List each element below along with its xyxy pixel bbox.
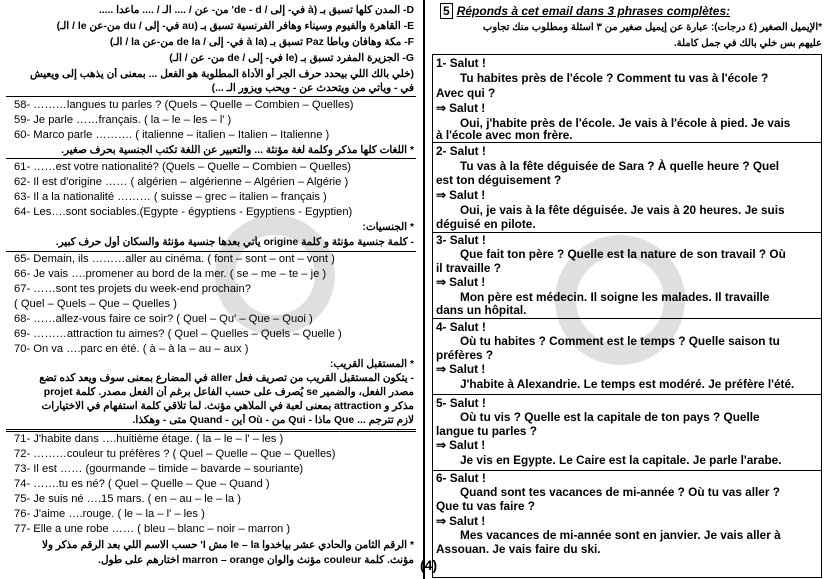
arabic-instruction: *الإيميل الصغير (٤ درجات): عبارة عن إيميل صغير من ٣ أسئلة ومطلوب منك تجاوب: [482, 22, 822, 33]
exercise-item: 63- Il a la nationalité ……… ( suisse – grec – italien – français ): [14, 191, 327, 203]
exercise-header: [440, 3, 822, 19]
email-label: 6- Salut !: [436, 471, 486, 485]
divider: [6, 96, 416, 97]
note-line: لازم تترجم ... Que ماذا - Qui من - Où أين - Quand متى - وهكذا.: [132, 415, 414, 426]
note-line: مؤنث. كلمة couleur مؤنث والوان marron – orange اختارهم على طول.: [98, 555, 414, 566]
page-number: (4): [420, 557, 438, 573]
exercise-item: 65- Demain, ils ………aller au cinéma. ( font – sont – ont – vont ): [14, 253, 335, 265]
email-question: langue tu parles ?: [436, 424, 537, 438]
exercise-item: 71- J'habite dans ….huitième étage. ( la – le – l' – les ): [14, 433, 284, 445]
email-answer: déguisé en pilote.: [436, 217, 536, 231]
left-column: [6, 0, 416, 579]
email-answer: Mon père est médecin. Il soigne les malades. Il travaille: [460, 290, 770, 304]
exercise-item: 77- Elle a une robe …… ( bleu – blanc – noir – marron ): [14, 523, 291, 535]
note-line: (خلي بالك اللي بيحدد حرف الجر أو الأداة المطلوبة هو الفعل ... بمعنى أن يذهب إلى ويعيش: [29, 69, 414, 80]
email-answer: J'habite à Alexandrie. Le temps est modéré. Je préfère l'été.: [460, 377, 795, 391]
exercise-title: Réponds à cet email dans 3 phrases complètes:: [456, 4, 731, 18]
email-answer: Je vis en Egypte. Le Caire est la capitale. Je parle l'arabe.: [460, 453, 782, 467]
note-line: D- المدن كلها تسبق بـ (à في- إلى / de - d' من- عن / .... الـ / .... ماعدا .....: [98, 5, 414, 16]
exercise-item: 58- ………langues tu parles ? (Quels – Quelle – Combien – Quelles): [14, 99, 354, 111]
note-line: * اللغات كلها مذكر وكلمة لغة مؤنثة ... والتعبير عن اللغة تكتب الجنسية بحرف صغير.: [61, 145, 414, 156]
exercise-item: 76- J'aime ….rouge. ( le – la – l' – les ): [14, 508, 205, 520]
reply-label: ⇒ Salut !: [436, 438, 486, 452]
exercise-item: 72- ………couleur tu préfères ? ( Quel – Quelle – Que – Quelles): [14, 448, 336, 460]
exercise-item: 62- Il est d'origine …… ( algérien – algérienne – Algérien – Algérie ): [14, 176, 349, 188]
email-answer: Mes vacances de mi-année sont en janvier. Je vais aller à: [460, 528, 781, 542]
email-question: Avec qui ?: [436, 86, 496, 100]
email-label: 2- Salut !: [436, 144, 486, 158]
email-label: 4- Salut !: [436, 320, 486, 334]
exercise-item: 59- Je parle ……français. ( la – le – les – l' ): [14, 114, 232, 126]
note-line: مصدر الفعل، والضمير se يُصرف على حسب الفاعل برغم أن الفعل مصدر. كلمة projet: [43, 387, 414, 398]
email-label: 1- Salut !: [436, 56, 486, 70]
reply-label: ⇒ Salut !: [436, 362, 486, 376]
arabic-instruction: عليهم بس خلي بالك في جمل كاملة.: [673, 38, 822, 49]
exercise-number: 5: [440, 3, 453, 19]
reply-label: ⇒ Salut !: [436, 275, 486, 289]
note-line: مذكر و attraction بمعنى لعبة في الملاهي مؤنث. لما تلاقي كلمة استفهام في الاختيارات: [41, 401, 414, 412]
exercise-item: 73- Il est …… (gourmande – timide – bavarde – souriante): [14, 463, 304, 475]
email-question: Que tu vas faire ?: [436, 499, 535, 513]
email-question: il travaille ?: [436, 261, 501, 275]
reply-label: ⇒ Salut !: [436, 101, 486, 115]
note-line: - يتكون المستقبل القريب من تصريف فعل aller في المضارع بمعنى سوف ويعد كده تضع: [39, 373, 414, 384]
email-answer: Oui, je vais à la fête déguisée. Je vais à 20 heures. Je suis: [460, 203, 785, 217]
divider: [6, 251, 416, 252]
exercise-item: 75- Je suis né ….15 mars. ( en – au – le – la ): [14, 493, 241, 505]
exercise-item: 70- On va ….parc en été. ( à – à la – au – aux ): [14, 343, 249, 355]
note-line: F- مكة وهافان وباطا Paz تسبق بـ (à la في- إلى / de la من-عن la / الـ): [109, 37, 414, 48]
email-answer: dans un hôpital.: [436, 303, 527, 317]
exercise-item: 61- ……est votre nationalité? (Quels – Quelle – Combien – Quelles): [14, 161, 352, 173]
exercise-item: 68- ……allez-vous faire ce soir? ( Quel – Qu' – Que – Quoi ): [14, 313, 313, 325]
note-line: * الرقم الثامن والحادي عشر بياخدوا le – la مش l' حسب الاسم اللي بعد الرقم مذكر ولا: [42, 540, 414, 551]
email-question: Que fait ton père ? Quelle est la nature de son travail ? Où: [460, 247, 786, 261]
email-question: Quand sont tes vacances de mi-année ? Où tu vas aller ?: [460, 485, 780, 499]
exercise-item: ( Quel – Quels – Que – Quelles ): [14, 298, 177, 310]
email-question: Où tu vis ? Quelle est la capitale de ton pays ? Quelle: [460, 410, 760, 424]
exercise-item: 64- Les….sont sociables.(Egypte - égyptiens - Egyptiens - Egyptien): [14, 206, 353, 218]
exercise-item: 67- ……sont tes projets du week-end prochain?: [14, 283, 251, 295]
email-answer: à l'école avec mon frère.: [436, 128, 573, 142]
reply-label: ⇒ Salut !: [436, 188, 486, 202]
exercise-item: 69- ………attraction tu aimes? ( Quel – Quelles – Quels – Quelle ): [14, 328, 342, 340]
email-question: Tu vas à la fête déguisée de Sara ? À quelle heure ? Quel: [460, 159, 780, 173]
exercise-item: 74- …….tu es né? ( Quel – Quelle – Que – Quand ): [14, 478, 270, 490]
note-line: - كلمة جنسية مؤنثة و كلمة origine يأتي بعدها جنسية مؤنثة والسكان أول حرف كبير.: [55, 237, 414, 248]
email-answer: Oui, j'habite près de l'école. Je vais à l'école à pied. Je vais: [460, 116, 791, 130]
email-question: Tu habites près de l'école ? Comment tu vas à l'école ?: [460, 71, 769, 85]
divider: [6, 429, 416, 432]
reply-label: ⇒ Salut !: [436, 514, 486, 528]
email-label: 5- Salut !: [436, 396, 486, 410]
section-title: * الجنسيات:: [362, 222, 414, 233]
note-line: G- الجزيرة المفرد تسبق بـ (le في- إلى / de من- عن / الـ): [169, 53, 414, 64]
note-line: في - ويأتي من ويتحدث عن - ويحب ويزور الـ ...): [211, 83, 414, 94]
exercise-item: 60- Marco parle ………. ( italienne – italien – Italien – Italienne ): [14, 129, 330, 141]
exercise-item: 66- Je vais ….promener au bord de la mer. ( se – me – te – je ): [14, 268, 327, 280]
email-label: 3- Salut !: [436, 233, 486, 247]
right-column: [432, 0, 822, 579]
note-line: E- القاهرة والفيوم وسيناء وهافر الفرنسية تسبق بـ (au في- إلى / du من-عن le / الـ): [56, 21, 414, 32]
section-title: * المستقبل القريب:: [329, 359, 414, 370]
email-question: préfères ?: [436, 348, 494, 362]
email-question: Où tu habites ? Comment est le temps ? Quelle saison tu: [460, 334, 780, 348]
column-divider: [423, 0, 425, 579]
email-answer: Assouan. Je vais faire du ski.: [436, 542, 601, 556]
email-question: est ton déguisement ?: [436, 173, 562, 187]
divider: [6, 158, 416, 159]
